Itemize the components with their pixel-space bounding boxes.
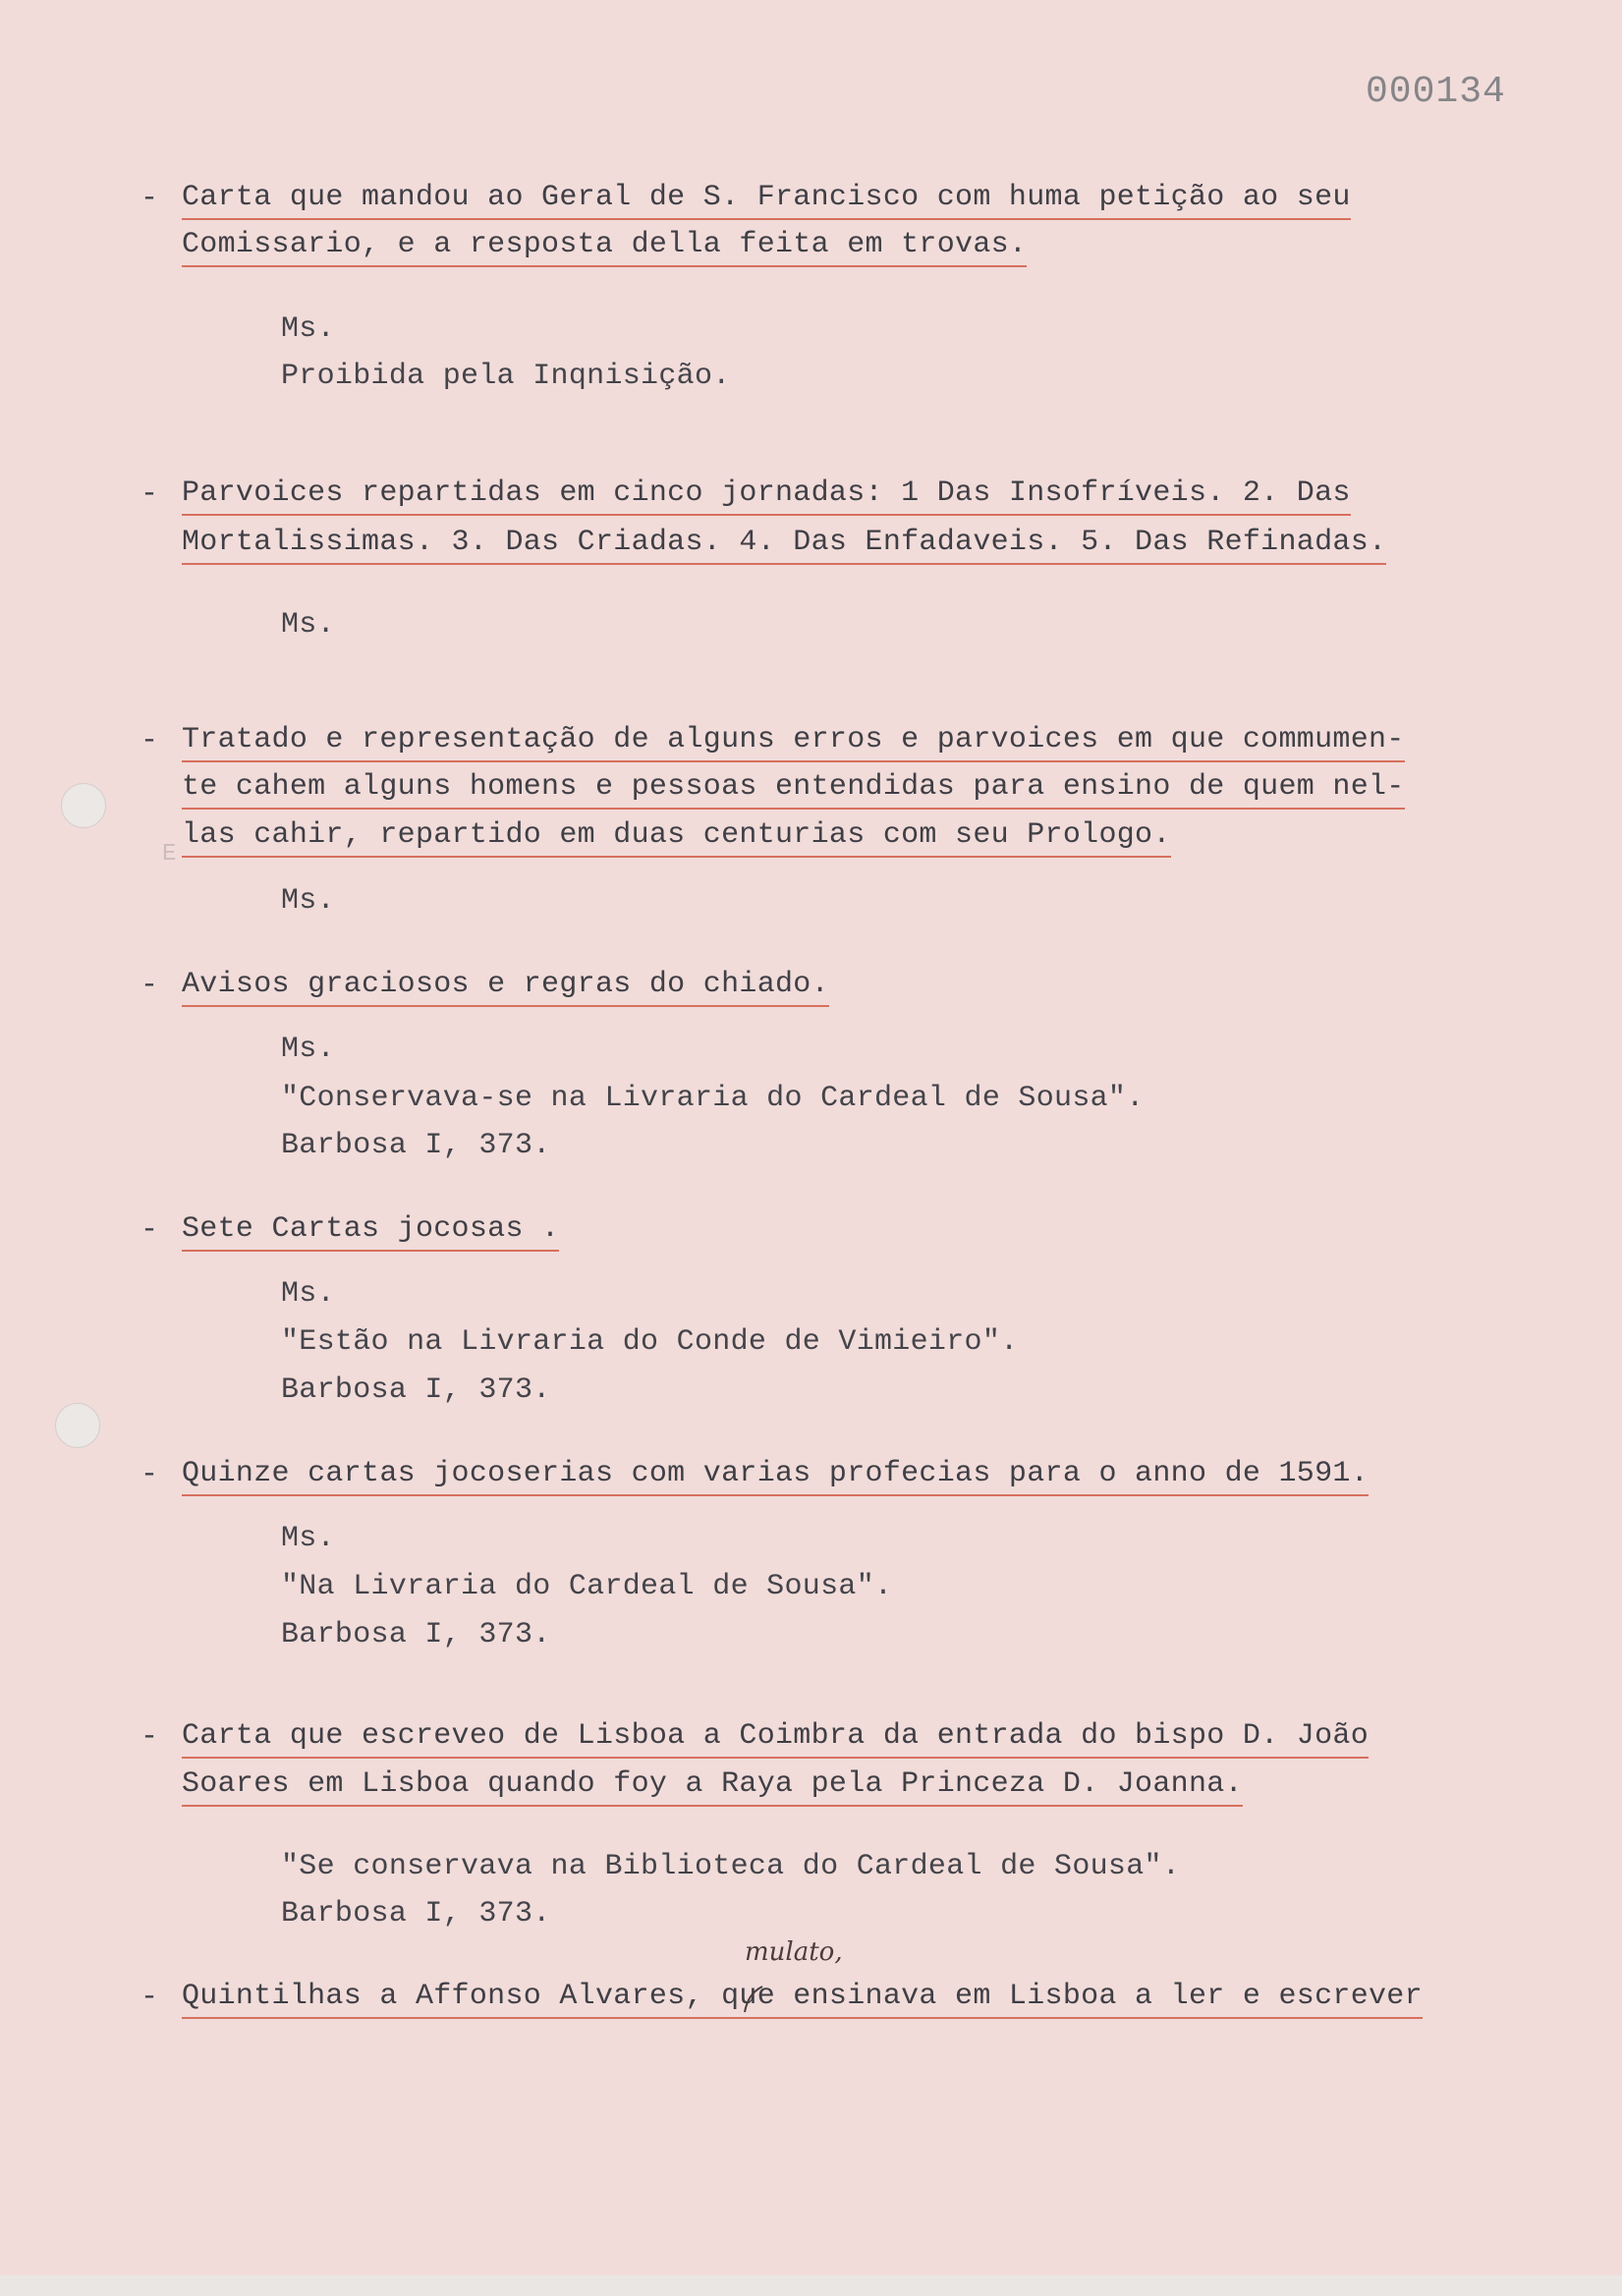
entry-dash: - [140, 182, 159, 215]
entry-dash: - [140, 1981, 159, 2014]
punch-hole [61, 783, 106, 828]
page-bottom-edge [0, 2275, 1622, 2296]
entry-title-line: Quinze cartas jocoserias com varias profecias para o anno de 1591. [182, 1454, 1369, 1496]
entry-note: Ms. [281, 1277, 335, 1311]
entry-note: Ms. [281, 884, 335, 918]
entry-title-line: Comissario, e a resposta della feita em trovas. [182, 225, 1027, 267]
entry-title-line: Sete Cartas jocosas . [182, 1209, 559, 1252]
entry-note: Ms. [281, 1033, 335, 1066]
entry-note: Barbosa I, 373. [281, 1373, 551, 1407]
entry-title-line: Carta que escreveo de Lisboa a Coimbra da entrada do bispo D. João [182, 1716, 1369, 1759]
stray-mark: E [162, 841, 177, 868]
insertion-caret-mark [741, 1985, 768, 2014]
entry-title-line: Parvoices repartidas em cinco jornadas: 1 Das Insofríveis. 2. Das [182, 474, 1351, 516]
handwritten-insertion: mulato, [745, 1937, 843, 1967]
entry-title-line: Avisos graciosos e regras do chiado. [182, 965, 829, 1007]
entry-note: "Conservava-se na Livraria do Cardeal de Sousa". [281, 1082, 1145, 1115]
entry-note: Ms. [281, 608, 335, 642]
entry-note: Barbosa I, 373. [281, 1897, 551, 1931]
entry-title-line: Carta que mandou ao Geral de S. Francisco com huma petição ao seu [182, 178, 1351, 220]
entry-title-line: Soares em Lisboa quando foy a Raya pela Princeza D. Joanna. [182, 1764, 1243, 1807]
entry-dash: - [140, 1213, 159, 1247]
entry-title-line: Quintilhas a Affonso Alvares, que ensinava em Lisboa a ler e escrever [182, 1977, 1423, 2019]
entry-title-line: Mortalissimas. 3. Das Criadas. 4. Das Enfadaveis. 5. Das Refinadas. [182, 523, 1386, 565]
entry-dash: - [140, 1458, 159, 1491]
entry-dash: - [140, 477, 159, 511]
entry-dash: - [140, 724, 159, 757]
entry-title-line: te cahem alguns homens e pessoas entendidas para ensino de quem nel- [182, 767, 1405, 810]
entry-note: Barbosa I, 373. [281, 1618, 551, 1652]
entry-title-line: las cahir, repartido em duas centurias com seu Prologo. [182, 815, 1171, 858]
entry-note: Barbosa I, 373. [281, 1129, 551, 1162]
entry-note: "Na Livraria do Cardeal de Sousa". [281, 1570, 893, 1603]
entry-note: "Se conservava na Biblioteca do Cardeal de Sousa". [281, 1850, 1181, 1883]
entry-note: Ms. [281, 1522, 335, 1555]
punch-hole [55, 1403, 100, 1448]
entry-note: Proibida pela Inqnisição. [281, 360, 731, 393]
entry-note: Ms. [281, 312, 335, 346]
entry-title-line: Tratado e representação de alguns erros e parvoices em que commumen- [182, 720, 1405, 762]
entry-note: "Estão na Livraria do Conde de Vimieiro". [281, 1325, 1019, 1359]
page-number: 000134 [1366, 71, 1506, 113]
entry-dash: - [140, 1720, 159, 1754]
entry-dash: - [140, 969, 159, 1002]
